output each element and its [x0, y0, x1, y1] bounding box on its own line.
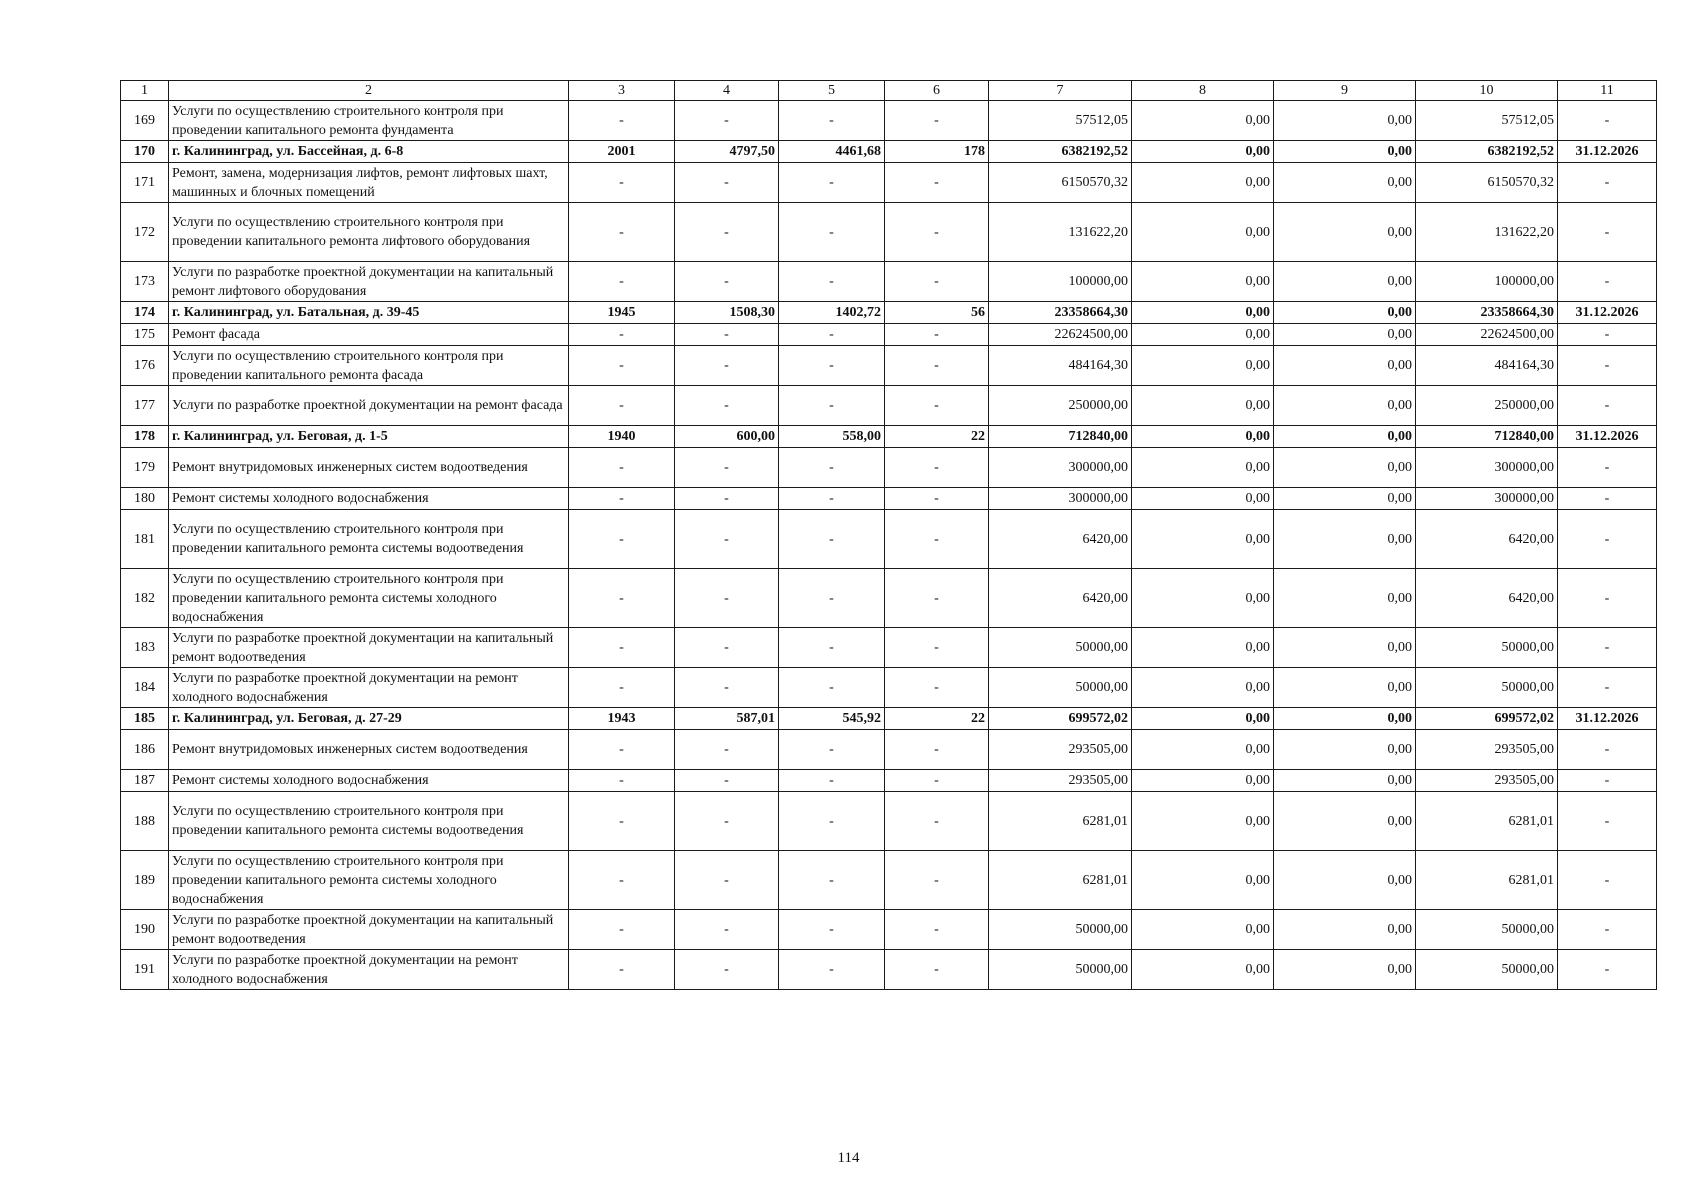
- cost-fund-support-cell: 0,00: [1132, 386, 1274, 426]
- row-number-cell: 175: [121, 324, 169, 346]
- residents-cell: -: [885, 628, 989, 668]
- year-built-cell: -: [569, 668, 675, 708]
- living-area-cell: -: [779, 346, 885, 386]
- residents-cell: -: [885, 262, 989, 302]
- total-area-cell: -: [675, 569, 779, 628]
- work-description-cell: Услуги по разработке проектной документации на капитальный ремонт лифтового оборудования: [169, 262, 569, 302]
- living-area-cell: -: [779, 910, 885, 950]
- work-description-cell: Ремонт внутридомовых инженерных систем водоотведения: [169, 730, 569, 770]
- cost-owners-cell: 50000,00: [1416, 668, 1558, 708]
- work-item-row: [121, 792, 1657, 851]
- residents-cell: -: [885, 770, 989, 792]
- work-item-row: [121, 569, 1657, 628]
- completion-date-cell: -: [1558, 730, 1657, 770]
- cost-total-cell: 50000,00: [989, 668, 1132, 708]
- completion-date-cell: -: [1558, 910, 1657, 950]
- work-item-row: [121, 488, 1657, 510]
- column-header: 1: [121, 81, 169, 101]
- year-built-cell: -: [569, 950, 675, 990]
- year-built-cell: 1945: [569, 302, 675, 324]
- completion-date-cell: -: [1558, 324, 1657, 346]
- address-row: [121, 141, 1657, 163]
- row-number-cell: 183: [121, 628, 169, 668]
- cost-regional-budget-cell: 0,00: [1274, 386, 1416, 426]
- cost-regional-budget-cell: 0,00: [1274, 569, 1416, 628]
- cost-regional-budget-cell: 0,00: [1274, 141, 1416, 163]
- column-header: 2: [169, 81, 569, 101]
- row-number-cell: 186: [121, 730, 169, 770]
- cost-fund-support-cell: 0,00: [1132, 262, 1274, 302]
- cost-total-cell: 6150570,32: [989, 163, 1132, 203]
- living-area-cell: -: [779, 488, 885, 510]
- cost-total-cell: 6420,00: [989, 510, 1132, 569]
- residents-cell: 56: [885, 302, 989, 324]
- work-description-cell: Ремонт, замена, модернизация лифтов, ремонт лифтовых шахт, машинных и блочных помещений: [169, 163, 569, 203]
- year-built-cell: -: [569, 851, 675, 910]
- cost-fund-support-cell: 0,00: [1132, 448, 1274, 488]
- cost-owners-cell: 6420,00: [1416, 510, 1558, 569]
- completion-date-cell: 31.12.2026: [1558, 302, 1657, 324]
- work-item-row: [121, 628, 1657, 668]
- year-built-cell: -: [569, 910, 675, 950]
- completion-date-cell: -: [1558, 448, 1657, 488]
- work-description-cell: Ремонт фасада: [169, 324, 569, 346]
- completion-date-cell: -: [1558, 668, 1657, 708]
- cost-total-cell: 22624500,00: [989, 324, 1132, 346]
- year-built-cell: -: [569, 770, 675, 792]
- total-area-cell: 600,00: [675, 426, 779, 448]
- living-area-cell: -: [779, 163, 885, 203]
- cost-total-cell: 250000,00: [989, 386, 1132, 426]
- cost-total-cell: 293505,00: [989, 730, 1132, 770]
- work-description-cell: Ремонт системы холодного водоснабжения: [169, 488, 569, 510]
- cost-owners-cell: 6420,00: [1416, 569, 1558, 628]
- living-area-cell: -: [779, 792, 885, 851]
- cost-fund-support-cell: 0,00: [1132, 101, 1274, 141]
- capital-repair-table: [120, 80, 1657, 990]
- cost-owners-cell: 250000,00: [1416, 386, 1558, 426]
- cost-owners-cell: 300000,00: [1416, 488, 1558, 510]
- cost-regional-budget-cell: 0,00: [1274, 101, 1416, 141]
- cost-total-cell: 6420,00: [989, 569, 1132, 628]
- cost-regional-budget-cell: 0,00: [1274, 792, 1416, 851]
- living-area-cell: -: [779, 730, 885, 770]
- row-number-cell: 178: [121, 426, 169, 448]
- cost-owners-cell: 131622,20: [1416, 203, 1558, 262]
- year-built-cell: 1940: [569, 426, 675, 448]
- cost-owners-cell: 50000,00: [1416, 628, 1558, 668]
- work-description-cell: г. Калининград, ул. Бассейная, д. 6-8: [169, 141, 569, 163]
- cost-fund-support-cell: 0,00: [1132, 141, 1274, 163]
- cost-owners-cell: 293505,00: [1416, 770, 1558, 792]
- total-area-cell: -: [675, 668, 779, 708]
- row-number-cell: 187: [121, 770, 169, 792]
- column-header: 9: [1274, 81, 1416, 101]
- cost-regional-budget-cell: 0,00: [1274, 448, 1416, 488]
- column-header: 8: [1132, 81, 1274, 101]
- work-item-row: [121, 770, 1657, 792]
- living-area-cell: -: [779, 510, 885, 569]
- total-area-cell: -: [675, 262, 779, 302]
- work-description-cell: Услуги по осуществлению строительного контроля при проведении капитального ремонта фундамента: [169, 101, 569, 141]
- cost-owners-cell: 6281,01: [1416, 792, 1558, 851]
- address-row: [121, 302, 1657, 324]
- work-description-cell: г. Калининград, ул. Беговая, д. 27-29: [169, 708, 569, 730]
- year-built-cell: -: [569, 163, 675, 203]
- residents-cell: -: [885, 668, 989, 708]
- total-area-cell: 1508,30: [675, 302, 779, 324]
- residents-cell: -: [885, 386, 989, 426]
- work-item-row: [121, 386, 1657, 426]
- completion-date-cell: 31.12.2026: [1558, 141, 1657, 163]
- cost-total-cell: 300000,00: [989, 448, 1132, 488]
- work-item-row: [121, 448, 1657, 488]
- cost-fund-support-cell: 0,00: [1132, 346, 1274, 386]
- row-number-cell: 190: [121, 910, 169, 950]
- total-area-cell: -: [675, 448, 779, 488]
- column-header: 4: [675, 81, 779, 101]
- total-area-cell: -: [675, 488, 779, 510]
- completion-date-cell: -: [1558, 851, 1657, 910]
- work-description-cell: Ремонт системы холодного водоснабжения: [169, 770, 569, 792]
- total-area-cell: -: [675, 101, 779, 141]
- total-area-cell: -: [675, 628, 779, 668]
- total-area-cell: -: [675, 770, 779, 792]
- column-number-header-row: [121, 81, 1657, 101]
- cost-fund-support-cell: 0,00: [1132, 730, 1274, 770]
- cost-fund-support-cell: 0,00: [1132, 668, 1274, 708]
- column-header: 10: [1416, 81, 1558, 101]
- row-number-cell: 173: [121, 262, 169, 302]
- living-area-cell: 1402,72: [779, 302, 885, 324]
- year-built-cell: -: [569, 730, 675, 770]
- work-item-row: [121, 163, 1657, 203]
- cost-total-cell: 57512,05: [989, 101, 1132, 141]
- residents-cell: -: [885, 510, 989, 569]
- total-area-cell: -: [675, 851, 779, 910]
- residents-cell: -: [885, 203, 989, 262]
- year-built-cell: 1943: [569, 708, 675, 730]
- cost-fund-support-cell: 0,00: [1132, 910, 1274, 950]
- cost-fund-support-cell: 0,00: [1132, 770, 1274, 792]
- cost-owners-cell: 6150570,32: [1416, 163, 1558, 203]
- cost-fund-support-cell: 0,00: [1132, 163, 1274, 203]
- completion-date-cell: -: [1558, 770, 1657, 792]
- total-area-cell: -: [675, 792, 779, 851]
- completion-date-cell: -: [1558, 163, 1657, 203]
- living-area-cell: 4461,68: [779, 141, 885, 163]
- living-area-cell: -: [779, 569, 885, 628]
- cost-total-cell: 100000,00: [989, 262, 1132, 302]
- living-area-cell: -: [779, 628, 885, 668]
- year-built-cell: -: [569, 203, 675, 262]
- completion-date-cell: -: [1558, 262, 1657, 302]
- row-number-cell: 182: [121, 569, 169, 628]
- cost-fund-support-cell: 0,00: [1132, 708, 1274, 730]
- living-area-cell: -: [779, 386, 885, 426]
- residents-cell: -: [885, 324, 989, 346]
- cost-regional-budget-cell: 0,00: [1274, 324, 1416, 346]
- row-number-cell: 169: [121, 101, 169, 141]
- residents-cell: -: [885, 448, 989, 488]
- row-number-cell: 181: [121, 510, 169, 569]
- year-built-cell: -: [569, 569, 675, 628]
- living-area-cell: -: [779, 770, 885, 792]
- cost-regional-budget-cell: 0,00: [1274, 708, 1416, 730]
- work-description-cell: г. Калининград, ул. Беговая, д. 1-5: [169, 426, 569, 448]
- cost-fund-support-cell: 0,00: [1132, 203, 1274, 262]
- work-item-row: [121, 950, 1657, 990]
- row-number-cell: 177: [121, 386, 169, 426]
- completion-date-cell: -: [1558, 101, 1657, 141]
- completion-date-cell: -: [1558, 950, 1657, 990]
- completion-date-cell: -: [1558, 510, 1657, 569]
- cost-regional-budget-cell: 0,00: [1274, 770, 1416, 792]
- work-item-row: [121, 101, 1657, 141]
- completion-date-cell: -: [1558, 569, 1657, 628]
- living-area-cell: -: [779, 262, 885, 302]
- residents-cell: -: [885, 730, 989, 770]
- residents-cell: -: [885, 488, 989, 510]
- cost-total-cell: 50000,00: [989, 628, 1132, 668]
- living-area-cell: -: [779, 203, 885, 262]
- work-description-cell: г. Калининград, ул. Батальная, д. 39-45: [169, 302, 569, 324]
- row-number-cell: 179: [121, 448, 169, 488]
- address-row: [121, 708, 1657, 730]
- cost-owners-cell: 22624500,00: [1416, 324, 1558, 346]
- row-number-cell: 174: [121, 302, 169, 324]
- cost-total-cell: 300000,00: [989, 488, 1132, 510]
- cost-fund-support-cell: 0,00: [1132, 302, 1274, 324]
- cost-owners-cell: 100000,00: [1416, 262, 1558, 302]
- cost-total-cell: 6281,01: [989, 792, 1132, 851]
- cost-regional-budget-cell: 0,00: [1274, 346, 1416, 386]
- cost-total-cell: 131622,20: [989, 203, 1132, 262]
- residents-cell: -: [885, 163, 989, 203]
- work-description-cell: Услуги по разработке проектной документации на капитальный ремонт водоотведения: [169, 910, 569, 950]
- residents-cell: -: [885, 101, 989, 141]
- total-area-cell: -: [675, 163, 779, 203]
- completion-date-cell: -: [1558, 628, 1657, 668]
- cost-regional-budget-cell: 0,00: [1274, 302, 1416, 324]
- work-description-cell: Услуги по разработке проектной документации на капитальный ремонт водоотведения: [169, 628, 569, 668]
- living-area-cell: -: [779, 324, 885, 346]
- cost-fund-support-cell: 0,00: [1132, 510, 1274, 569]
- column-header: 11: [1558, 81, 1657, 101]
- living-area-cell: -: [779, 950, 885, 990]
- work-item-row: [121, 324, 1657, 346]
- cost-owners-cell: 23358664,30: [1416, 302, 1558, 324]
- work-item-row: [121, 851, 1657, 910]
- completion-date-cell: -: [1558, 346, 1657, 386]
- cost-owners-cell: 6281,01: [1416, 851, 1558, 910]
- row-number-cell: 170: [121, 141, 169, 163]
- living-area-cell: 558,00: [779, 426, 885, 448]
- cost-owners-cell: 6382192,52: [1416, 141, 1558, 163]
- cost-owners-cell: 50000,00: [1416, 910, 1558, 950]
- cost-regional-budget-cell: 0,00: [1274, 910, 1416, 950]
- total-area-cell: -: [675, 346, 779, 386]
- completion-date-cell: -: [1558, 386, 1657, 426]
- cost-regional-budget-cell: 0,00: [1274, 262, 1416, 302]
- residents-cell: -: [885, 792, 989, 851]
- year-built-cell: -: [569, 448, 675, 488]
- year-built-cell: -: [569, 792, 675, 851]
- year-built-cell: -: [569, 628, 675, 668]
- work-item-row: [121, 262, 1657, 302]
- total-area-cell: 587,01: [675, 708, 779, 730]
- work-item-row: [121, 346, 1657, 386]
- row-number-cell: 184: [121, 668, 169, 708]
- work-item-row: [121, 668, 1657, 708]
- cost-owners-cell: 712840,00: [1416, 426, 1558, 448]
- living-area-cell: -: [779, 448, 885, 488]
- cost-owners-cell: 293505,00: [1416, 730, 1558, 770]
- row-number-cell: 172: [121, 203, 169, 262]
- cost-fund-support-cell: 0,00: [1132, 950, 1274, 990]
- column-header: 7: [989, 81, 1132, 101]
- year-built-cell: -: [569, 488, 675, 510]
- work-description-cell: Услуги по осуществлению строительного контроля при проведении капитального ремонта системы водоотведения: [169, 510, 569, 569]
- residents-cell: 178: [885, 141, 989, 163]
- work-description-cell: Услуги по разработке проектной документации на ремонт холодного водоснабжения: [169, 950, 569, 990]
- address-row: [121, 426, 1657, 448]
- row-number-cell: 188: [121, 792, 169, 851]
- total-area-cell: -: [675, 730, 779, 770]
- row-number-cell: 185: [121, 708, 169, 730]
- total-area-cell: -: [675, 324, 779, 346]
- living-area-cell: -: [779, 668, 885, 708]
- year-built-cell: 2001: [569, 141, 675, 163]
- cost-total-cell: 50000,00: [989, 910, 1132, 950]
- row-number-cell: 189: [121, 851, 169, 910]
- living-area-cell: 545,92: [779, 708, 885, 730]
- residents-cell: 22: [885, 426, 989, 448]
- work-description-cell: Услуги по разработке проектной документации на ремонт холодного водоснабжения: [169, 668, 569, 708]
- total-area-cell: -: [675, 386, 779, 426]
- cost-regional-budget-cell: 0,00: [1274, 628, 1416, 668]
- column-header: 3: [569, 81, 675, 101]
- year-built-cell: -: [569, 386, 675, 426]
- year-built-cell: -: [569, 510, 675, 569]
- residents-cell: 22: [885, 708, 989, 730]
- cost-total-cell: 6281,01: [989, 851, 1132, 910]
- cost-regional-budget-cell: 0,00: [1274, 730, 1416, 770]
- cost-owners-cell: 57512,05: [1416, 101, 1558, 141]
- completion-date-cell: -: [1558, 792, 1657, 851]
- cost-total-cell: 293505,00: [989, 770, 1132, 792]
- living-area-cell: -: [779, 101, 885, 141]
- total-area-cell: -: [675, 203, 779, 262]
- work-item-row: [121, 910, 1657, 950]
- completion-date-cell: 31.12.2026: [1558, 426, 1657, 448]
- work-item-row: [121, 510, 1657, 569]
- cost-fund-support-cell: 0,00: [1132, 324, 1274, 346]
- residents-cell: -: [885, 569, 989, 628]
- cost-regional-budget-cell: 0,00: [1274, 488, 1416, 510]
- cost-regional-budget-cell: 0,00: [1274, 163, 1416, 203]
- residents-cell: -: [885, 851, 989, 910]
- completion-date-cell: -: [1558, 203, 1657, 262]
- cost-fund-support-cell: 0,00: [1132, 488, 1274, 510]
- cost-owners-cell: 300000,00: [1416, 448, 1558, 488]
- year-built-cell: -: [569, 101, 675, 141]
- cost-total-cell: 6382192,52: [989, 141, 1132, 163]
- work-description-cell: Услуги по осуществлению строительного контроля при проведении капитального ремонта фасада: [169, 346, 569, 386]
- work-description-cell: Услуги по осуществлению строительного контроля при проведении капитального ремонта лифтового оборудования: [169, 203, 569, 262]
- row-number-cell: 176: [121, 346, 169, 386]
- cost-owners-cell: 50000,00: [1416, 950, 1558, 990]
- total-area-cell: 4797,50: [675, 141, 779, 163]
- cost-regional-budget-cell: 0,00: [1274, 950, 1416, 990]
- cost-total-cell: 699572,02: [989, 708, 1132, 730]
- work-description-cell: Ремонт внутридомовых инженерных систем водоотведения: [169, 448, 569, 488]
- cost-fund-support-cell: 0,00: [1132, 792, 1274, 851]
- cost-fund-support-cell: 0,00: [1132, 569, 1274, 628]
- work-description-cell: Услуги по осуществлению строительного контроля при проведении капитального ремонта системы водоотведения: [169, 792, 569, 851]
- cost-total-cell: 712840,00: [989, 426, 1132, 448]
- total-area-cell: -: [675, 910, 779, 950]
- work-description-cell: Услуги по разработке проектной документации на ремонт фасада: [169, 386, 569, 426]
- completion-date-cell: 31.12.2026: [1558, 708, 1657, 730]
- cost-regional-budget-cell: 0,00: [1274, 203, 1416, 262]
- cost-owners-cell: 484164,30: [1416, 346, 1558, 386]
- row-number-cell: 191: [121, 950, 169, 990]
- cost-fund-support-cell: 0,00: [1132, 851, 1274, 910]
- total-area-cell: -: [675, 510, 779, 569]
- living-area-cell: -: [779, 851, 885, 910]
- work-item-row: [121, 730, 1657, 770]
- column-header: 6: [885, 81, 989, 101]
- work-item-row: [121, 203, 1657, 262]
- cost-total-cell: 484164,30: [989, 346, 1132, 386]
- column-header: 5: [779, 81, 885, 101]
- residents-cell: -: [885, 346, 989, 386]
- cost-regional-budget-cell: 0,00: [1274, 426, 1416, 448]
- year-built-cell: -: [569, 346, 675, 386]
- year-built-cell: -: [569, 324, 675, 346]
- total-area-cell: -: [675, 950, 779, 990]
- year-built-cell: -: [569, 262, 675, 302]
- page-number: 114: [837, 1150, 860, 1166]
- residents-cell: -: [885, 950, 989, 990]
- cost-total-cell: 23358664,30: [989, 302, 1132, 324]
- cost-regional-budget-cell: 0,00: [1274, 510, 1416, 569]
- work-description-cell: Услуги по осуществлению строительного контроля при проведении капитального ремонта системы холодного водоснабжения: [169, 851, 569, 910]
- cost-total-cell: 50000,00: [989, 950, 1132, 990]
- completion-date-cell: -: [1558, 488, 1657, 510]
- cost-owners-cell: 699572,02: [1416, 708, 1558, 730]
- residents-cell: -: [885, 910, 989, 950]
- row-number-cell: 180: [121, 488, 169, 510]
- cost-fund-support-cell: 0,00: [1132, 628, 1274, 668]
- cost-regional-budget-cell: 0,00: [1274, 851, 1416, 910]
- work-description-cell: Услуги по осуществлению строительного контроля при проведении капитального ремонта системы холодного водоснабжения: [169, 569, 569, 628]
- row-number-cell: 171: [121, 163, 169, 203]
- cost-regional-budget-cell: 0,00: [1274, 668, 1416, 708]
- cost-fund-support-cell: 0,00: [1132, 426, 1274, 448]
